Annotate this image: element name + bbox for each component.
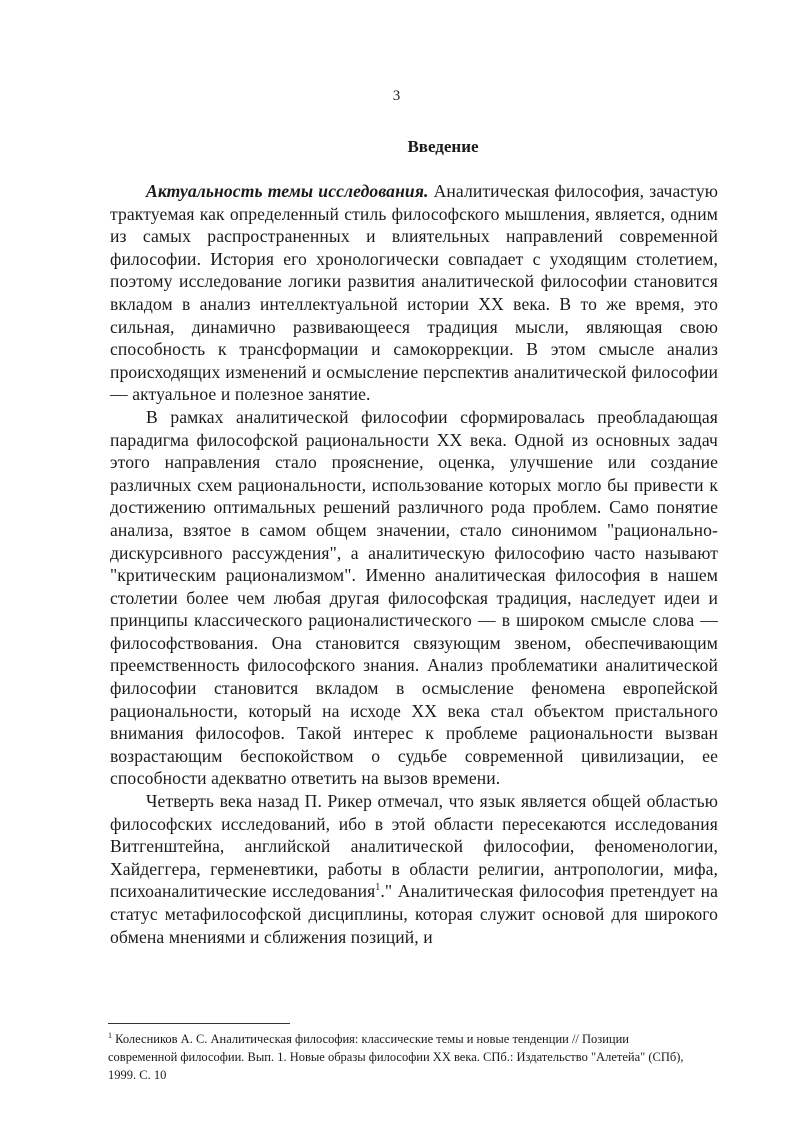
paragraph-2: В рамках аналитической философии сформировалась преобладающая парадигма философской рациональности XX века. Одной из основных задач этого направления стало прояснение, оценка, улучшение или создание различных схем рациональности, использование которых могло бы привести к достижению оптимальных решений различного рода проблем. Само понятие анализа, взятое в самом общем значении, стало синонимом "рационально-дискурсивного рассуждения", а аналитическую философию часто называют "критическим рационализмом". Именно аналитическая философия в нашем столетии более чем любая другая философская традиция, наследует идеи и принципы классического рационалистического — в широком смысле слова — философствования. Она становится связующим звеном, обеспечивающим преемственность философского знания. Анализ проблематики аналитической философии становится вкладом в осмысление феномена европейской рациональности, который на исходе XX века стал объектом пристального внимания философов. Такой интерес к проблеме рациональности вызван возрастающим беспокойством о судьбе современной цивилизации, ее способности адекватно ответить на вызов времени. (110, 406, 718, 789)
paragraph-1-text: Аналитическая философия, зачастую трактуемая как определенный стиль философского мышления, является, одним из самых распространенных и влиятельных направлений современной философии. История его хронологически совпадает с уходящим столетием, поэтому исследование логики развития аналитической философии становится вкладом в анализ интеллектуальной истории XX века. В то же время, это сильная, динамично развивающееся традиция мысли, являющая свою способность к трансформации и самокоррекции. В этом смысле анализ происходящих изменений и осмысление перспектив аналитической философии — актуальное и полезное занятие. (110, 181, 718, 405)
paragraph-3 (110, 790, 718, 948)
paragraph-1-lead: Актуальность темы исследования. (146, 181, 429, 201)
footnote (108, 1030, 698, 1084)
section-heading: Введение (407, 137, 479, 156)
paragraph-3-text-before: Четверть века назад П. Рикер отмечал, что язык является общей областью философских исследований, ибо в этой области пересекаются исследования Витгенштейна, английской аналитической философии, феноменологии, Хайдеггера, герменевтики, работы в области религии, антропологии, мифа, психоаналитические исследования (110, 791, 718, 902)
footnote-reference: 1 (375, 882, 381, 894)
body-text (110, 180, 718, 948)
footnote-mark: 1 (108, 1030, 112, 1040)
footnote-text: Колесников А. С. Аналитическая философия: классические темы и новые тенденции // Позиции современной философии. Вып. 1. Новые образы философии XX века. СПб.: Издательство "Алетейа" (СПб), 1999. С. 10 (108, 1032, 684, 1082)
paragraph-3-text-after: ." Аналитическая философия претендует на статус метафилософской дисциплины, которая служит основой для широкого обмена мнениями и сближения позиций, и (110, 881, 718, 947)
paragraph-1 (110, 180, 718, 406)
footnote-divider (108, 1023, 290, 1024)
page-number: 3 (392, 88, 401, 104)
